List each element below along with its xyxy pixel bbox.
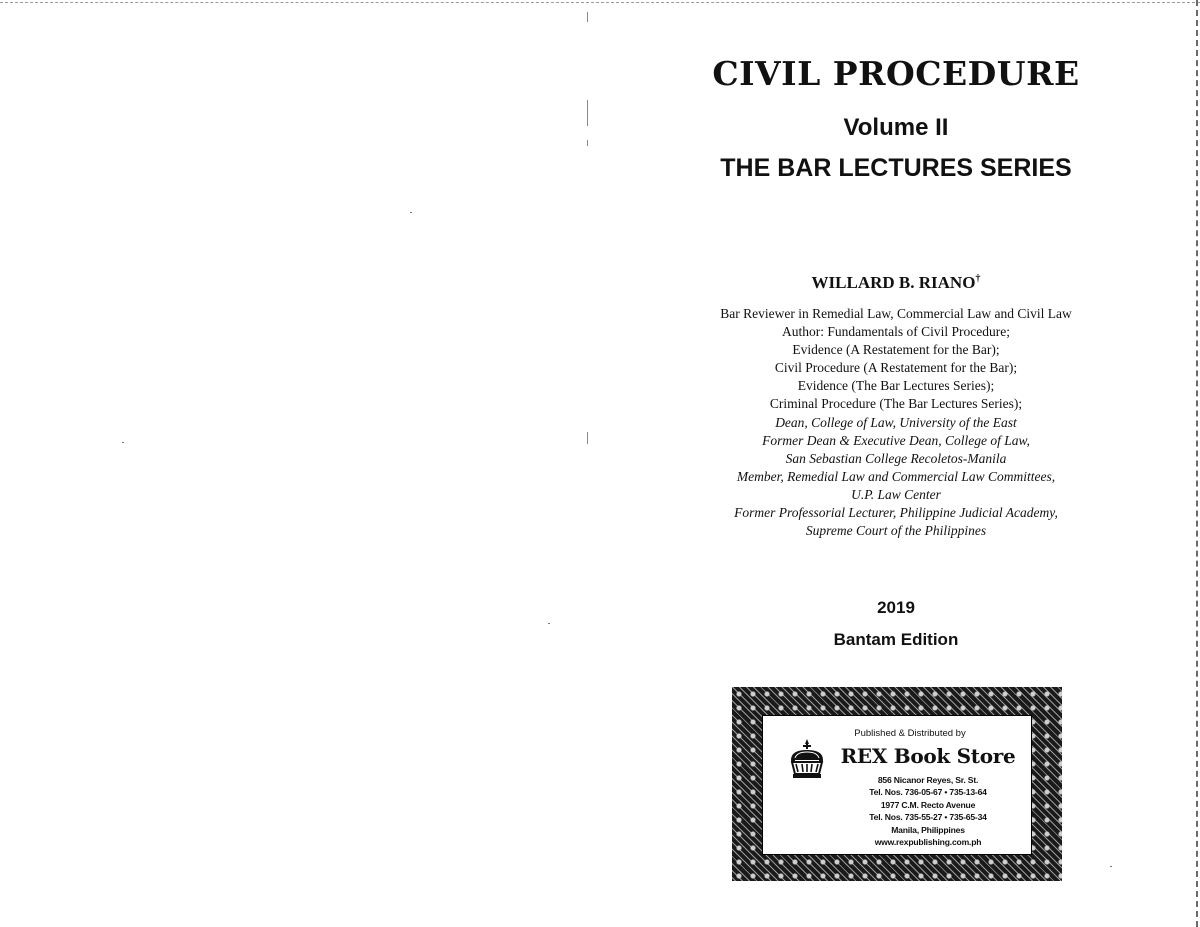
book-title: CIVIL PROCEDURE (712, 54, 1080, 93)
address-line: www.rexpublishing.com.ph (874, 837, 982, 848)
series-title: THE BAR LECTURES SERIES (720, 154, 1072, 182)
gutter-mark (587, 100, 588, 126)
credential-line: Civil Procedure (A Restatement for the Bar); (774, 360, 1018, 376)
gutter-mark (587, 140, 588, 146)
credential-line: Member, Remedial Law and Commercial Law Committees, (736, 468, 1056, 484)
publisher-name: REX Book Store (840, 744, 1016, 768)
gutter-mark (587, 432, 588, 444)
volume-label: Volume II (843, 114, 949, 141)
credential-line: Evidence (The Bar Lectures Series); (797, 378, 995, 394)
credential-line: San Sebastian College Recoletos-Manila (785, 450, 1007, 466)
author-name (596, 273, 1196, 293)
left-blank-page (0, 0, 598, 927)
credential-line: Evidence (A Restatement for the Bar); (792, 342, 1000, 358)
author-mark: † (975, 273, 981, 285)
credential-line: Author: Fundamentals of Civil Procedure; (782, 324, 1010, 340)
publisher-imprint-box (732, 687, 1062, 881)
address-line: Manila, Philippines (891, 824, 965, 835)
publisher-tagline: Published & Distributed by (854, 728, 966, 739)
credential-line: Former Dean & Executive Dean, College of Law, (762, 432, 1030, 448)
address-line: 1977 C.M. Recto Avenue (880, 799, 976, 810)
address-line: Tel. Nos. 735-55-27 • 735-65-34 (869, 812, 987, 823)
scan-speck (410, 212, 412, 213)
author-name-text: WILLARD B. RIANO (811, 273, 976, 292)
edition-label: Bantam Edition (833, 630, 959, 649)
publisher-address (823, 774, 1033, 848)
crown-logo-icon (787, 738, 827, 782)
address-line: 856 Nicanor Reyes, Sr. St. (877, 775, 979, 785)
credential-line: U.P. Law Center (851, 486, 941, 502)
right-scan-edge (1196, 0, 1198, 927)
scan-speck (122, 442, 124, 443)
credential-line: Supreme Court of the Philippines (805, 523, 987, 539)
credential-line: Bar Reviewer in Remedial Law, Commercial Law and Civil Law (720, 306, 1072, 321)
publication-year: 2019 (877, 598, 915, 617)
credential-line: Former Professorial Lecturer, Philippine Judicial Academy, (734, 505, 1058, 521)
publisher-imprint-panel (762, 715, 1032, 855)
credential-line: Criminal Procedure (The Bar Lectures Series); (769, 396, 1023, 412)
scan-speck (548, 623, 550, 624)
author-credentials (596, 305, 1196, 540)
credential-line: Dean, College of Law, University of the East (775, 414, 1017, 430)
address-line: Tel. Nos. 736-05-67 • 735-13-64 (869, 787, 987, 798)
gutter-mark (587, 12, 588, 22)
